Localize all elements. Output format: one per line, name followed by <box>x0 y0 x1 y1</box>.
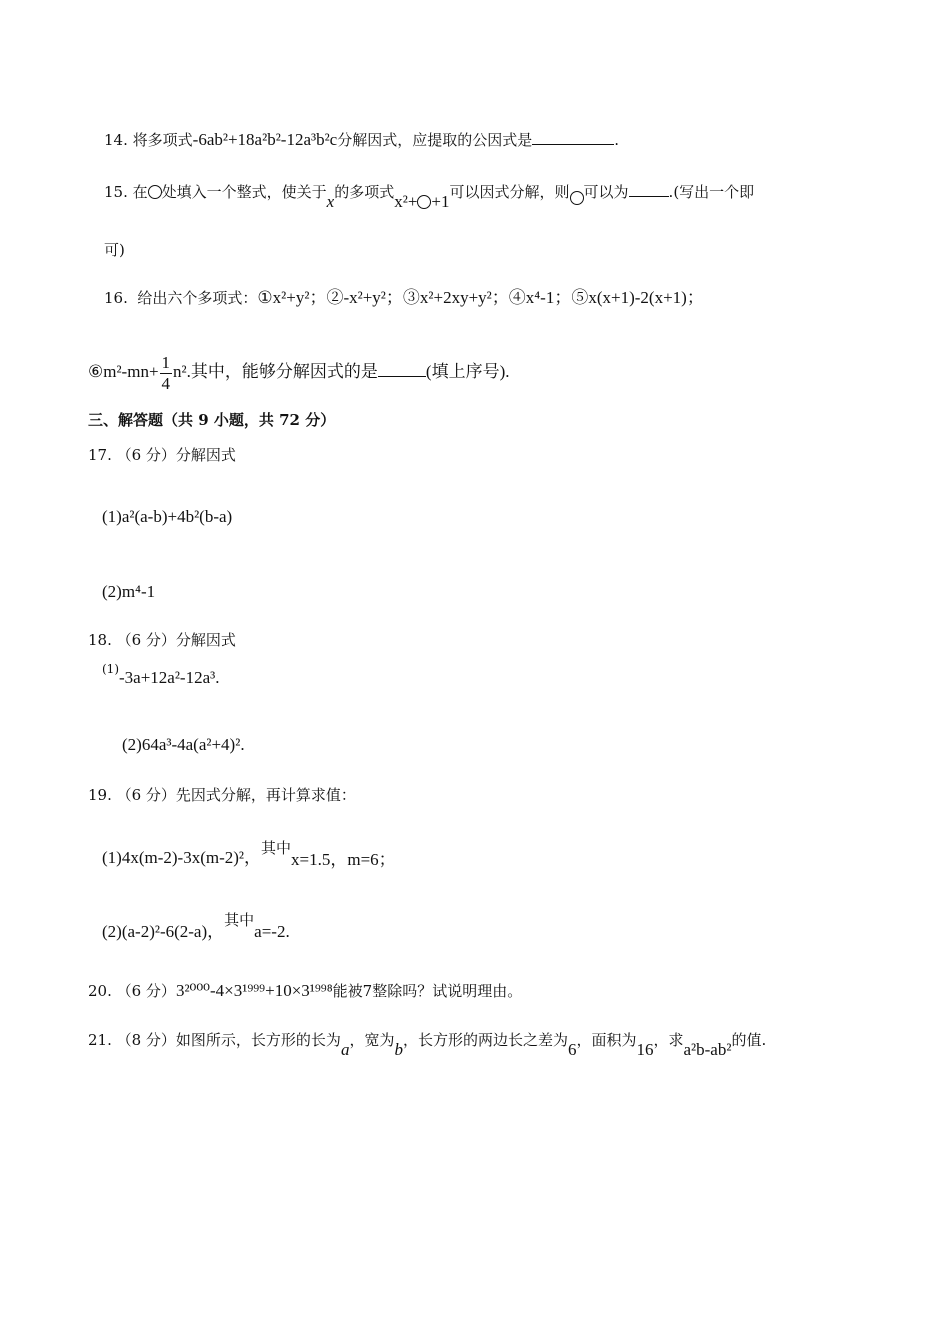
q15-text-2: 处填入一个整式，使关于 <box>161 183 327 201</box>
q21-area: 16 <box>636 1040 654 1059</box>
question-17-header: 17. （6 分）分解因式 <box>88 446 236 464</box>
q20-text: 能被7整除吗？试说明理由。 <box>332 982 523 1000</box>
question-21 <box>88 1030 767 1059</box>
question-18-header: 18. （6 分）分解因式 <box>88 631 236 649</box>
q21-text-5: 的值. <box>731 1031 767 1049</box>
q21-text-4: ，求 <box>653 1031 684 1049</box>
q19-part-1-where: 其中 <box>261 839 292 857</box>
q15-variable-x: x <box>326 192 335 211</box>
question-18-part-1 <box>102 662 220 689</box>
question-15-continued <box>104 240 125 260</box>
q16-number: 16. <box>104 289 128 307</box>
q21-width-b: b <box>394 1040 403 1059</box>
q14-end: . <box>614 131 620 149</box>
fraction-one-quarter <box>160 353 173 394</box>
q15-number: 15. <box>104 183 128 201</box>
question-18-part-2: (2)64a³-4a(a²+4)². <box>122 735 245 754</box>
q16-intro: 给出六个多项式： <box>137 289 258 307</box>
q14-number: 14. <box>104 131 128 149</box>
q15-expr-a: x²+ <box>394 192 418 211</box>
fraction-numerator: 1 <box>161 352 171 372</box>
q16-answer-blank <box>378 362 426 377</box>
section-3-title: 三、解答题（共 9 小题，共 72 分） <box>88 411 336 429</box>
q15-text-5: 可以为 <box>583 183 629 201</box>
q21-text-3: ，面积为 <box>576 1031 637 1049</box>
q19-part-1-values: x=1.5，m=6； <box>291 850 396 869</box>
question-16-continued <box>88 352 509 394</box>
q16-end: (填上序号). <box>425 362 510 381</box>
q19-part-2-values: a=-2. <box>254 922 290 941</box>
fraction-denominator: 4 <box>161 373 171 393</box>
question-20 <box>88 981 522 1001</box>
q20-header: 20. （6 分） <box>88 982 176 1000</box>
question-14 <box>104 130 619 150</box>
q15-text-6: .(写出一个即 <box>668 183 755 201</box>
q18-part-1-expr: -3a+12a²-12a³. <box>119 668 220 687</box>
q19-part-2-expr: (2)(a-2)²-6(2-a)， <box>102 922 225 941</box>
q19-part-1-expr: (1)4x(m-2)-3x(m-2)²， <box>102 848 261 867</box>
q21-text-2: ，长方形的两边长之差为 <box>402 1031 568 1049</box>
q14-text-post: 分解因式，应提取的公因式是 <box>337 131 533 149</box>
question-19-part-1 <box>102 838 396 869</box>
q21-expression: a²b-ab² <box>683 1040 732 1059</box>
q16-item6-post: n².其中，能够分解因式的是 <box>173 362 378 381</box>
circle-placeholder-icon <box>417 195 431 209</box>
q15-text-3: 的多项式 <box>334 183 395 201</box>
circle-placeholder-icon <box>148 185 162 199</box>
q14-expression: -6ab²+18a²b²-12a³b²c <box>192 130 338 149</box>
q14-answer-blank <box>532 130 614 145</box>
q19-part-2-where: 其中 <box>224 911 255 929</box>
q15-expr-b: +1 <box>431 192 450 211</box>
q21-difference: 6 <box>567 1040 577 1059</box>
question-17-part-1: (1)a²(a-b)+4b²(b-a) <box>102 507 233 526</box>
question-19-header: 19. （6 分）先因式分解，再计算求值： <box>88 786 356 804</box>
q16-items-line1: ①x²+y²；②-x²+y²；③x²+2xy+y²；④x⁴-1；⑤x(x+1)-2(x+1)； <box>257 288 704 307</box>
q20-expression: 3²⁰⁰⁰-4×3¹⁹⁹⁹+10×3¹⁹⁹⁸ <box>175 981 333 1000</box>
q14-text-pre: 将多项式 <box>132 131 193 149</box>
q15-answer-blank <box>629 182 669 197</box>
question-16 <box>104 288 704 308</box>
q15-text-4: 可以因式分解，则 <box>449 183 570 201</box>
q15-text-1: 在 <box>132 183 148 201</box>
question-15 <box>104 182 755 211</box>
q15-text-7: 可) <box>104 241 125 259</box>
q21-length-a: a <box>340 1040 350 1059</box>
q18-part-1-label: (1) <box>102 662 119 676</box>
q21-text-1: ，宽为 <box>349 1031 395 1049</box>
q16-item6-pre: ⑥m²-mn+ <box>88 362 159 381</box>
q21-header: 21. （8 分）如图所示，长方形的长为 <box>88 1031 341 1049</box>
question-17-part-2: (2)m⁴-1 <box>102 582 156 601</box>
circle-placeholder-icon <box>570 191 584 205</box>
question-19-part-2 <box>102 910 290 941</box>
